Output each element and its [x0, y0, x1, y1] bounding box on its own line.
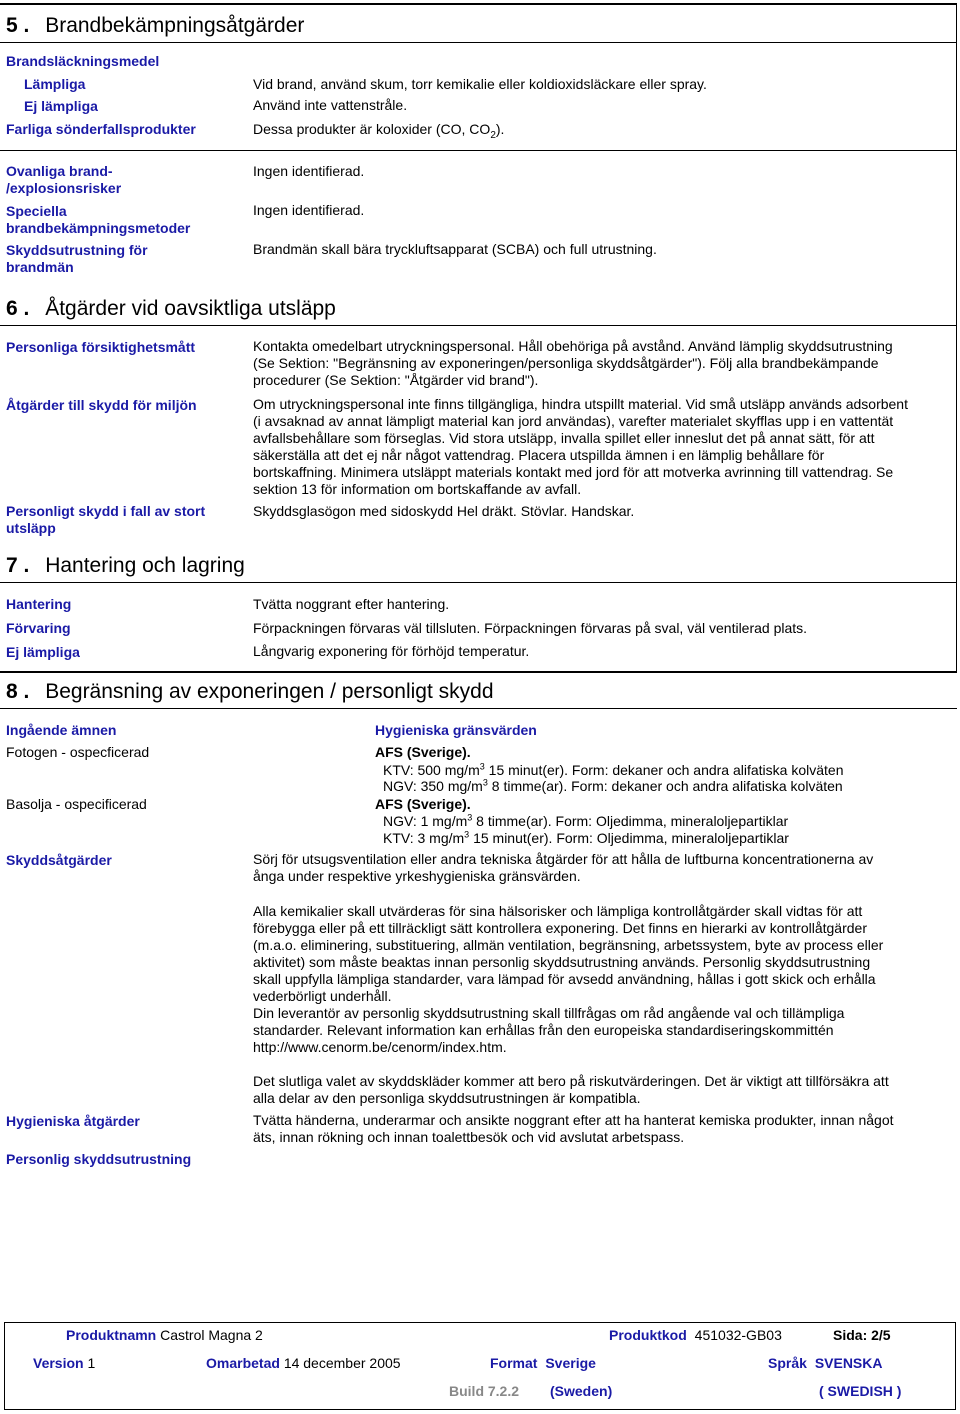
- section7-heading: [6, 554, 245, 578]
- version-field: [33, 1355, 95, 1371]
- section8-number: 8 .: [6, 680, 30, 703]
- risk-assessment-line: vederbörligt underhåll.: [253, 988, 392, 1004]
- version-value: 1: [87, 1355, 96, 1371]
- section5-inner-rule: [0, 150, 957, 151]
- ingredient-name: Basolja - ospecificerad: [6, 796, 147, 812]
- product-name-label: Produktnamn: [66, 1327, 157, 1343]
- decomposition-label: Farliga sönderfallsprodukter: [6, 121, 196, 137]
- format-label: Format: [490, 1355, 538, 1371]
- risk-assessment-line: standarder. Relevant information kan erhållas från den europeiska standardiseringskommittén: [253, 1022, 834, 1038]
- risk-assessment-line: Din leverantör av personlig skyddsutrustning skall tillfrågas om råd angående val och tillämpliga: [253, 1005, 845, 1021]
- ingredient-name: Fotogen - ospecficerad: [6, 744, 150, 760]
- final-choice-line: Det slutliga valet av skyddskläder kommer att bero på riskutvärderingen. Det är viktigt att tillförsäkra att: [253, 1073, 889, 1089]
- personal-precautions-label: Personliga försiktighetsmått: [6, 339, 196, 355]
- large-spill-protection-label-line1: Personligt skydd i fall av stort: [6, 503, 206, 519]
- personal-precautions-line: (Se Sektion: "Begränsning av exponeringen/personliga skyddsåtgärder"). Följ alla brandbekämpande: [253, 355, 879, 371]
- page-number: Sida: 2/5: [833, 1327, 891, 1343]
- exposure-limit-text: KTV: 500 mg/m: [383, 762, 480, 778]
- exposure-limit-superscript: 3: [479, 761, 485, 772]
- risk-assessment-line: aktivitet) som måste beaktas innan personlig skyddsutrustning används. Personlig skyddsutrustning: [253, 954, 871, 970]
- limit-authority: AFS (Sverige).: [375, 796, 471, 812]
- environmental-measures-line: (i avsaknad av annat lämpligt material kan jord användas), varefter materialet skyfflas upp i en vattentät: [253, 413, 894, 429]
- section5-heading: [6, 14, 304, 38]
- unusual-hazards-label-line1: Ovanliga brand-: [6, 163, 113, 179]
- document-footer: [4, 1322, 956, 1410]
- standards-link[interactable]: http://www.cenorm.be/cenorm/index.htm.: [253, 1039, 507, 1055]
- section6-number: 6 .: [6, 297, 30, 320]
- personal-precautions-value: [253, 338, 893, 389]
- language-label: Språk: [768, 1355, 807, 1371]
- risk-assessment-line: förebygga eller på ett tillräckligt sätt kontrollera exponering. Det finns en hierarki av kontrollåtgärder: [253, 920, 867, 936]
- special-methods-value: Ingen identifierad.: [253, 202, 365, 218]
- version-label: Version: [33, 1355, 84, 1371]
- protective-measures-line: ånga under respektive yrkeshygieniska gränsvärden.: [253, 868, 581, 884]
- environmental-measures-line: avfallsbehållare som förseglas. Vid stora utsläpp, invalla spillet eller inneslut det på annat sätt, för att: [253, 430, 875, 446]
- build-number: Build 7.2.2: [449, 1383, 520, 1399]
- environmental-measures-value: [253, 396, 908, 498]
- large-spill-protection-value: Skyddsglasögon med sidoskydd Hel dräkt. Stövlar. Handskar.: [253, 503, 635, 519]
- exposure-limit-text: NGV: 350 mg/m: [383, 778, 483, 794]
- exposure-limit-text-end: 15 minut(er). Form: dekaner och andra alifatiska kolväten: [484, 762, 844, 778]
- exposure-limit-line: [383, 778, 843, 795]
- hygiene-measures-label: Hygieniska åtgärder: [6, 1113, 140, 1129]
- hygiene-measures-value: [253, 1112, 894, 1146]
- exposure-limit-line: [383, 762, 844, 779]
- section5-title: Brandbekämpningsåtgärder: [45, 14, 305, 37]
- section8-title: Begränsning av exponeringen / personligt skydd: [45, 680, 494, 703]
- product-name-field: [66, 1327, 263, 1343]
- protective-measures-value: [253, 851, 873, 885]
- decomposition-text: Dessa produkter är koloxider (CO, CO: [253, 121, 491, 137]
- protective-measures-label: Skyddsåtgärder: [6, 852, 112, 868]
- language-value: SVENSKA: [814, 1355, 883, 1371]
- environmental-measures-line: säkerställa att det ej når något vattendrag. Placera utspillda ämnen i en lämplig behållare för: [253, 447, 825, 463]
- revised-field: [206, 1355, 401, 1371]
- exposure-limit-text: NGV: 1 mg/m: [383, 813, 468, 829]
- language-field: [768, 1355, 883, 1371]
- risk-assessment-line: (m.a.o. eliminering, substituering, allmän ventilation, begränsning, arbetssystem, byte av process eller: [253, 937, 884, 953]
- personal-precautions-line: procedurer (Se Sektion: "Åtgärder vid brand").: [253, 372, 539, 388]
- exposure-limit-text-end: 8 timme(ar). Form: dekaner och andra alifatiska kolväten: [487, 778, 843, 794]
- revised-value: 14 december 2005: [283, 1355, 401, 1371]
- large-spill-protection-label: [6, 503, 205, 537]
- section7-title: Hantering och lagring: [45, 554, 245, 577]
- personal-precautions-line: Kontakta omedelbart utryckningspersonal. Håll obehöriga på avstånd. Använd lämplig skyddsutrustning: [253, 338, 893, 354]
- unsuitable-value: Använd inte vattenstråle.: [253, 97, 408, 113]
- exposure-limit-superscript: 3: [467, 812, 473, 823]
- unsuitable-label: Ej lämpliga: [24, 98, 98, 114]
- section8-heading: [6, 680, 494, 704]
- risk-assessment-line: skall uppfylla lämpliga standarder, vara lämpad för avsedd användning, hållas i gott skick och erhålla: [253, 971, 876, 987]
- exposure-limit-text-end: 15 minut(er). Form: Oljedimma, mineraloljepartiklar: [469, 830, 789, 846]
- right-border: [956, 3, 957, 672]
- storage-unsuitable-label: Ej lämpliga: [6, 644, 80, 660]
- ingredients-header: Ingående ämnen: [6, 722, 117, 738]
- final-choice-line: alla delar av den personliga skyddsutrustningen är kompatibla.: [253, 1090, 641, 1106]
- ppe-label: Personlig skyddsutrustning: [6, 1151, 192, 1167]
- special-methods-label: [6, 203, 190, 237]
- special-methods-label-line1: Speciella: [6, 203, 67, 219]
- storage-label: Förvaring: [6, 620, 71, 636]
- risk-assessment-line: Alla kemikalier skall utvärderas för sina hälsorisker och lämpliga kontrollåtgärder skall vidtas för att: [253, 903, 863, 919]
- limit-authority: AFS (Sverige).: [375, 744, 471, 760]
- section7-bottom-rule: [0, 671, 957, 673]
- exposure-limits-header: Hygieniska gränsvärden: [375, 722, 537, 738]
- revised-label: Omarbetad: [206, 1355, 280, 1371]
- large-spill-protection-label-line2: utsläpp: [6, 520, 56, 536]
- format-sub: (Sweden): [550, 1383, 613, 1399]
- section8-rule: [0, 708, 957, 709]
- environmental-measures-line: bortskaffning. Minimera utsläppt materials kontakt med jord för att motverka avrinning till vattendrag. Se: [253, 464, 894, 480]
- hygiene-measures-line: äts, innan rökning och innan toalettbesök och vid avslutat arbetspass.: [253, 1129, 685, 1145]
- exposure-limit-line: [383, 830, 789, 847]
- decomposition-text-end: ).: [495, 121, 505, 137]
- suitable-value: Vid brand, använd skum, torr kemikalie eller koldioxidsläckare eller spray.: [253, 76, 707, 92]
- handling-label: Hantering: [6, 596, 72, 612]
- unusual-hazards-value: Ingen identifierad.: [253, 163, 365, 179]
- section6-rule: [0, 325, 957, 326]
- decomposition-value: [253, 121, 505, 141]
- firefighter-protection-value: Brandmän skall bära tryckluftsapparat (SCBA) och full utrustning.: [253, 241, 657, 257]
- section5-number: 5 .: [6, 14, 30, 37]
- hygiene-measures-line: Tvätta händerna, underarmar och ansikte noggrant efter att ha hanterat kemiska produkter, innan något: [253, 1112, 894, 1128]
- product-code-field: [609, 1327, 782, 1343]
- section6-title: Åtgärder vid oavsiktliga utsläpp: [45, 297, 336, 320]
- format-field: [490, 1355, 596, 1371]
- section7-number: 7 .: [6, 554, 30, 577]
- final-choice-text: [253, 1073, 889, 1107]
- firefighter-protection-label: [6, 242, 148, 276]
- risk-assessment-text: [253, 903, 883, 1056]
- suitable-label: Lämpliga: [24, 76, 86, 92]
- section7-rule: [0, 582, 957, 583]
- protective-measures-line: Sörj för utsugsventilation eller andra tekniska åtgärder för att hålla de luftburna koncentrationerna av: [253, 851, 874, 867]
- top-rule: [0, 3, 957, 5]
- exposure-limit-superscript: 3: [482, 777, 488, 788]
- section6-heading: [6, 297, 336, 321]
- unusual-hazards-label: [6, 163, 121, 197]
- special-methods-label-line2: brandbekämpningsmetoder: [6, 220, 191, 236]
- environmental-measures-label: Åtgärder till skydd för miljön: [6, 397, 197, 413]
- section5-rule: [0, 42, 957, 43]
- exposure-limit-superscript: 3: [464, 829, 470, 840]
- firefighter-protection-label-line2: brandmän: [6, 259, 74, 275]
- exposure-limit-text: KTV: 3 mg/m: [383, 830, 465, 846]
- storage-value: Förpackningen förvaras väl tillsluten. Förpackningen förvaras på sval, väl ventilerad plats.: [253, 620, 808, 636]
- product-code-label: Produktkod: [609, 1327, 687, 1343]
- exposure-limit-text-end: 8 timme(ar). Form: Oljedimma, mineraloljepartiklar: [472, 813, 789, 829]
- extinguishing-media-label: Brandsläckningsmedel: [6, 53, 160, 69]
- handling-value: Tvätta noggrant efter hantering.: [253, 596, 450, 612]
- decomposition-subscript: 2: [490, 129, 496, 141]
- product-name-value: Castrol Magna 2: [160, 1327, 263, 1343]
- storage-unsuitable-value: Långvarig exponering för förhöjd temperatur.: [253, 643, 530, 659]
- environmental-measures-line: sektion 13 för information om bortskaffande av avfall.: [253, 481, 582, 497]
- product-code-value: 451032-GB03: [694, 1327, 782, 1343]
- format-value: Sverige: [545, 1355, 596, 1371]
- language-sub: ( SWEDISH ): [819, 1383, 902, 1399]
- firefighter-protection-label-line1: Skyddsutrustning för: [6, 242, 148, 258]
- exposure-limit-line: [383, 813, 788, 830]
- environmental-measures-line: Om utryckningspersonal inte finns tillgängliga, hindra utspillt material. Vid små utsläpp används adsorbent: [253, 396, 908, 412]
- unusual-hazards-label-line2: /explosionsrisker: [6, 180, 122, 196]
